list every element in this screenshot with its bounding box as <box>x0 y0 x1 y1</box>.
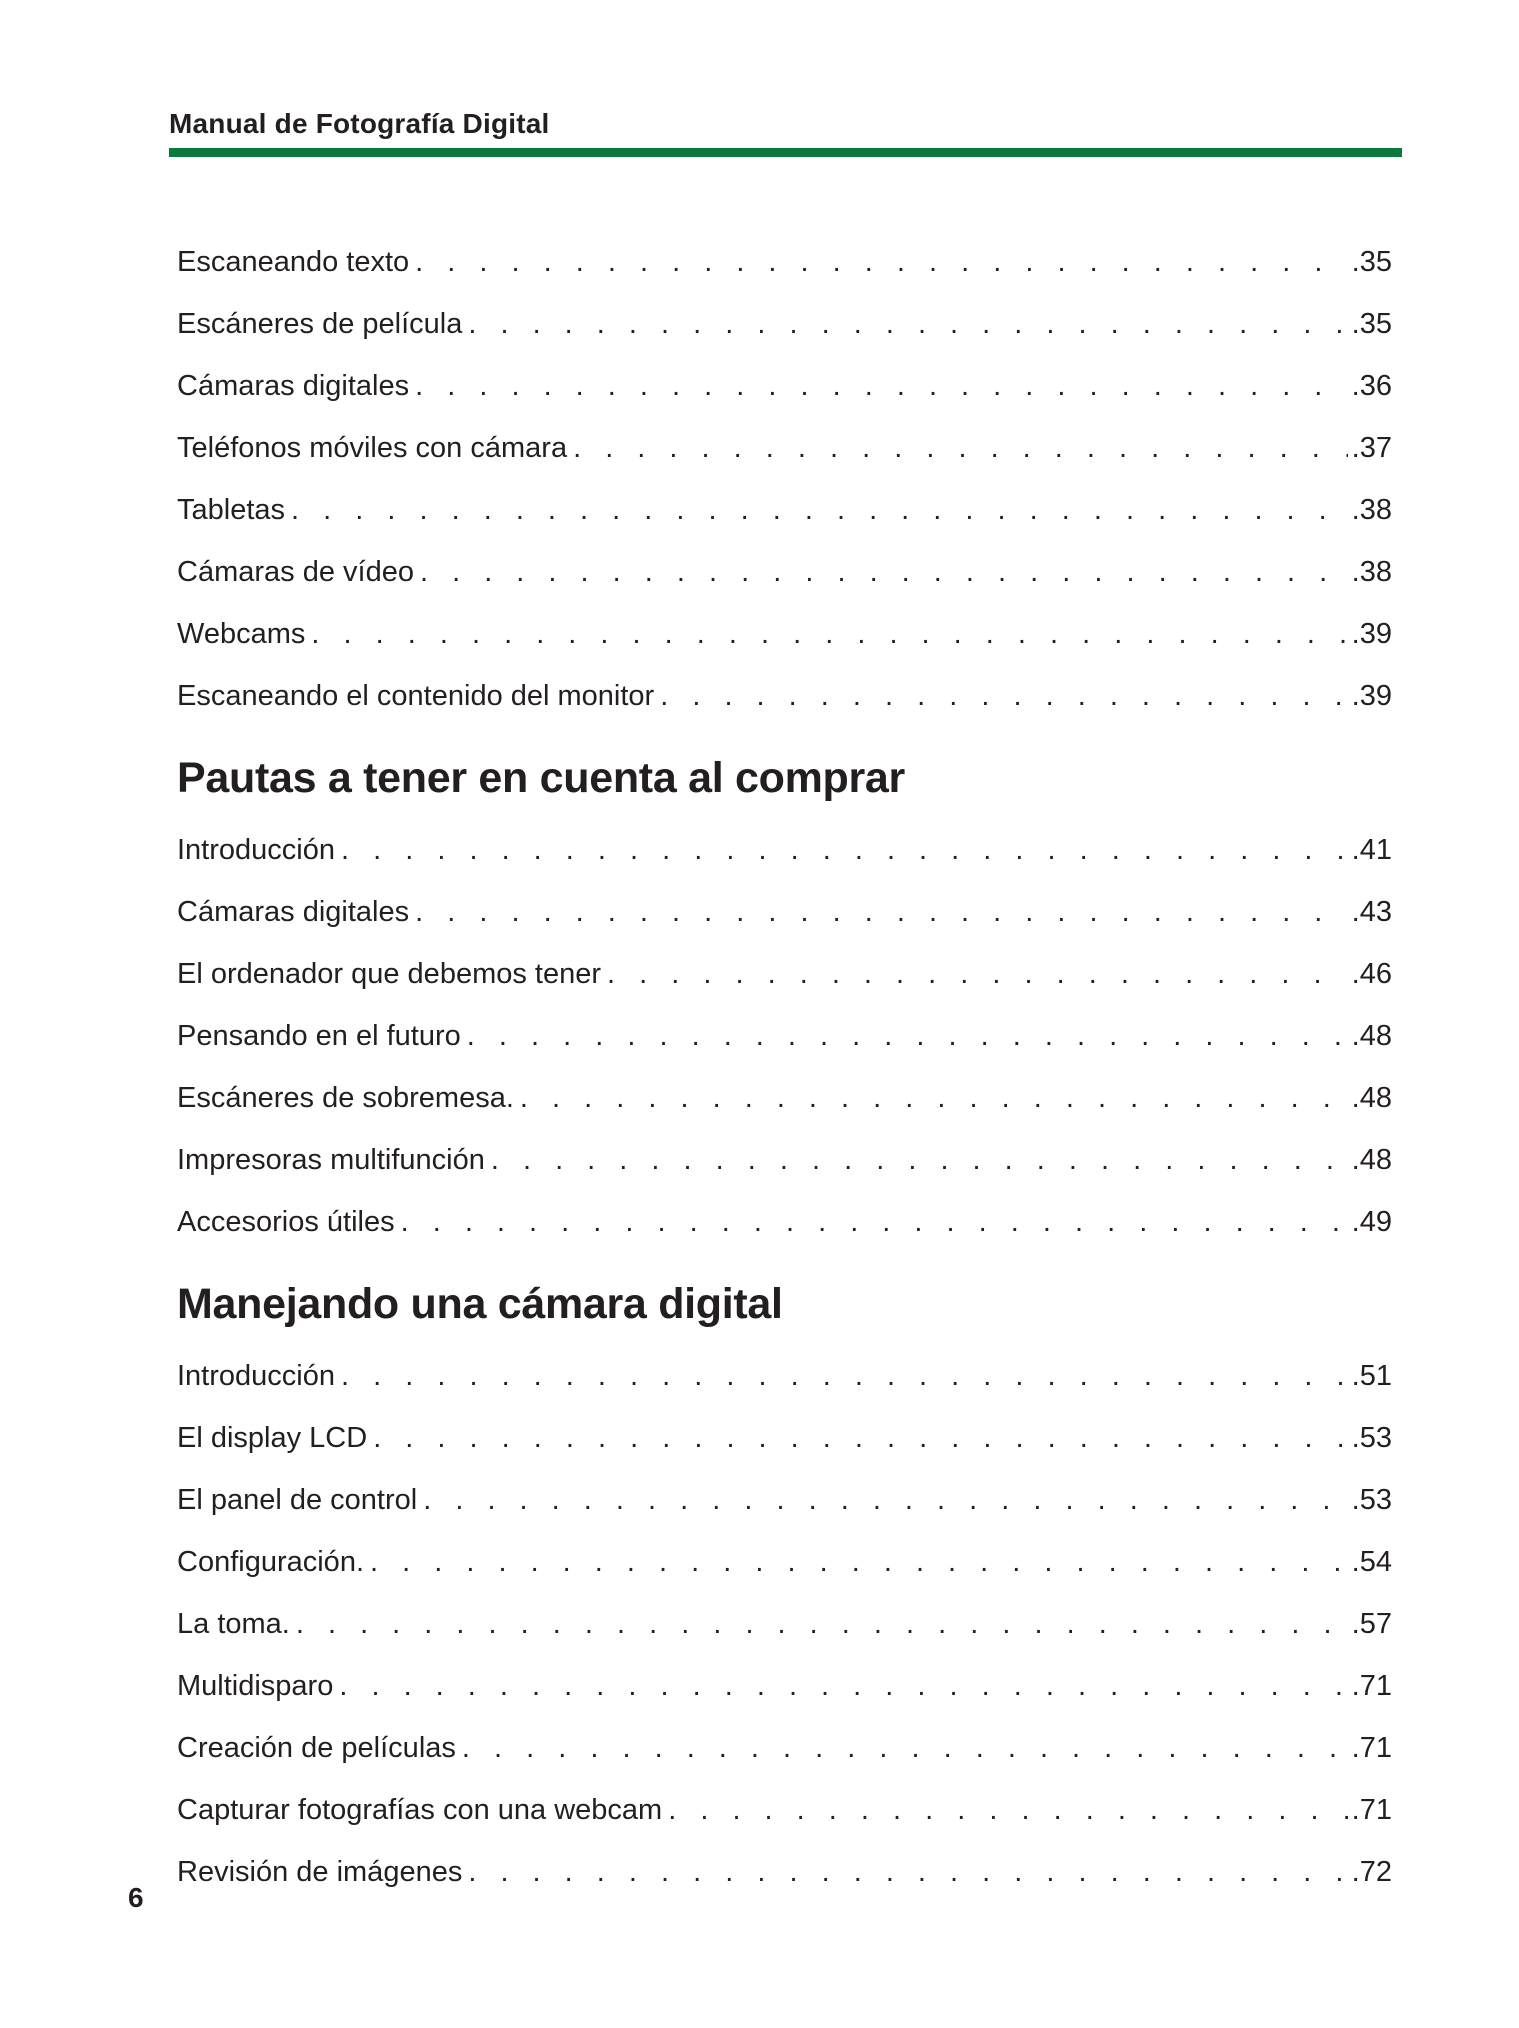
toc-entry-page: .53 <box>1351 1484 1392 1516</box>
toc-entry-title: Escaneando texto <box>177 246 410 278</box>
toc-dot-leader <box>520 1074 1348 1122</box>
toc-entry-page: .36 <box>1351 370 1392 402</box>
toc-entry-page: .41 <box>1351 834 1392 866</box>
toc-dot-leader <box>341 826 1348 874</box>
toc-entry <box>177 950 1392 1012</box>
toc-entry-page: .38 <box>1351 494 1392 526</box>
section-heading: Manejando una cámara digital <box>177 1280 783 1328</box>
toc-entry-page: .38 <box>1351 556 1392 588</box>
toc-entry-page: .39 <box>1351 618 1392 650</box>
toc-entry <box>177 1848 1392 1910</box>
header-title: Manual de Fotografía Digital <box>169 108 550 139</box>
toc-entry <box>177 1074 1392 1136</box>
toc-entry <box>177 1012 1392 1074</box>
toc-entry-title: Webcams <box>177 618 306 650</box>
toc-entry-title: Teléfonos móviles con cámara <box>177 432 568 464</box>
toc-dot-leader <box>415 362 1348 410</box>
toc-entry-title: Multidisparo <box>177 1670 334 1702</box>
toc-entry <box>177 362 1392 424</box>
toc-entry-title: Tabletas <box>177 494 286 526</box>
running-header <box>169 104 1402 157</box>
toc-dot-leader <box>420 548 1348 596</box>
toc-dot-leader <box>468 1848 1347 1896</box>
toc-entry-page: .46 <box>1351 958 1392 990</box>
toc-entry <box>177 1538 1392 1600</box>
toc-dot-leader <box>468 300 1347 348</box>
toc-entry-title: Escaneando el contenido del monitor <box>177 680 655 712</box>
toc-entry-page: .71 <box>1351 1794 1392 1826</box>
toc-entry-title: Capturar fotografías con una webcam <box>177 1794 663 1826</box>
toc-entry-title: Escáneres de sobremesa. <box>177 1082 514 1114</box>
toc-dot-leader <box>668 1786 1347 1834</box>
toc-entry-page: .43 <box>1351 896 1392 928</box>
toc-dot-leader <box>467 1012 1348 1060</box>
toc-entry-title: Cámaras de vídeo <box>177 556 414 588</box>
toc-entry <box>177 888 1392 950</box>
toc-entry-page: .51 <box>1351 1360 1392 1392</box>
toc-entry-title: Introducción <box>177 1360 335 1392</box>
page-number: 6 <box>128 1882 144 1913</box>
toc-dot-leader <box>311 610 1347 658</box>
toc-entry-title: Cámaras digitales <box>177 370 410 402</box>
toc-entry-title: Configuración. <box>177 1546 364 1578</box>
toc-entry-title: Introducción <box>177 834 335 866</box>
toc-entry-title: El ordenador que debemos tener <box>177 958 602 990</box>
toc-entry <box>177 424 1392 486</box>
toc-entry-page: .48 <box>1351 1020 1392 1052</box>
toc-entry <box>177 610 1392 672</box>
toc-entry <box>177 1476 1392 1538</box>
header-rule <box>169 148 1402 157</box>
toc-entry-page: .48 <box>1351 1082 1392 1114</box>
toc-dot-leader <box>660 672 1347 720</box>
toc-entry-title: Accesorios útiles <box>177 1206 395 1238</box>
toc-entry <box>177 1662 1392 1724</box>
toc-entry <box>177 826 1392 888</box>
toc-entry-title: Impresoras multifunción <box>177 1144 485 1176</box>
toc-dot-leader <box>462 1724 1348 1772</box>
toc-entry-title: Revisión de imágenes <box>177 1856 463 1888</box>
toc-dot-leader <box>415 888 1348 936</box>
toc-entry <box>177 486 1392 548</box>
toc-entry-page: .35 <box>1351 246 1392 278</box>
toc-entry <box>177 1600 1392 1662</box>
toc-dot-leader <box>339 1662 1347 1710</box>
toc-entry <box>177 1724 1392 1786</box>
toc-entry <box>177 1414 1392 1476</box>
toc-entry-page: .37 <box>1351 432 1392 464</box>
toc-entry <box>177 300 1392 362</box>
toc-dot-leader <box>491 1136 1348 1184</box>
toc-entry-page: .35 <box>1351 308 1392 340</box>
toc-dot-leader <box>291 486 1348 534</box>
toc-dot-leader <box>341 1352 1348 1400</box>
toc-dot-leader <box>373 1414 1347 1462</box>
toc-entry-page: .57 <box>1351 1608 1392 1640</box>
toc-entry-page: .49 <box>1351 1206 1392 1238</box>
toc-entry-page: .54 <box>1351 1546 1392 1578</box>
toc-dot-leader <box>607 950 1348 998</box>
toc-dot-leader <box>296 1600 1348 1648</box>
toc-entry-title: El panel de control <box>177 1484 418 1516</box>
toc-entry-title: La toma. <box>177 1608 290 1640</box>
toc-entry <box>177 1786 1392 1848</box>
toc-entry-title: Escáneres de película <box>177 308 463 340</box>
toc-entry-page: .39 <box>1351 680 1392 712</box>
toc-entry-title: El display LCD <box>177 1422 368 1454</box>
toc-entry-title: Cámaras digitales <box>177 896 410 928</box>
toc-entry <box>177 1352 1392 1414</box>
toc-entry-title: Creación de películas <box>177 1732 456 1764</box>
toc-dot-leader <box>401 1198 1348 1246</box>
toc-entry-page: .71 <box>1351 1670 1392 1702</box>
toc-entry <box>177 238 1392 300</box>
toc-entry <box>177 1198 1392 1260</box>
toc-dot-leader <box>370 1538 1348 1586</box>
toc-dot-leader <box>573 424 1348 472</box>
toc-entry-page: .53 <box>1351 1422 1392 1454</box>
toc-entry-page: .71 <box>1351 1732 1392 1764</box>
toc-entry-title: Pensando en el futuro <box>177 1020 461 1052</box>
table-of-contents <box>177 238 1392 1910</box>
section-heading: Pautas a tener en cuenta al comprar <box>177 754 905 802</box>
toc-entry-page: .72 <box>1351 1856 1392 1888</box>
toc-entry <box>177 1136 1392 1198</box>
toc-entry <box>177 548 1392 610</box>
toc-entry-page: .48 <box>1351 1144 1392 1176</box>
toc-dot-leader <box>423 1476 1347 1524</box>
toc-dot-leader <box>415 238 1348 286</box>
toc-entry <box>177 672 1392 734</box>
